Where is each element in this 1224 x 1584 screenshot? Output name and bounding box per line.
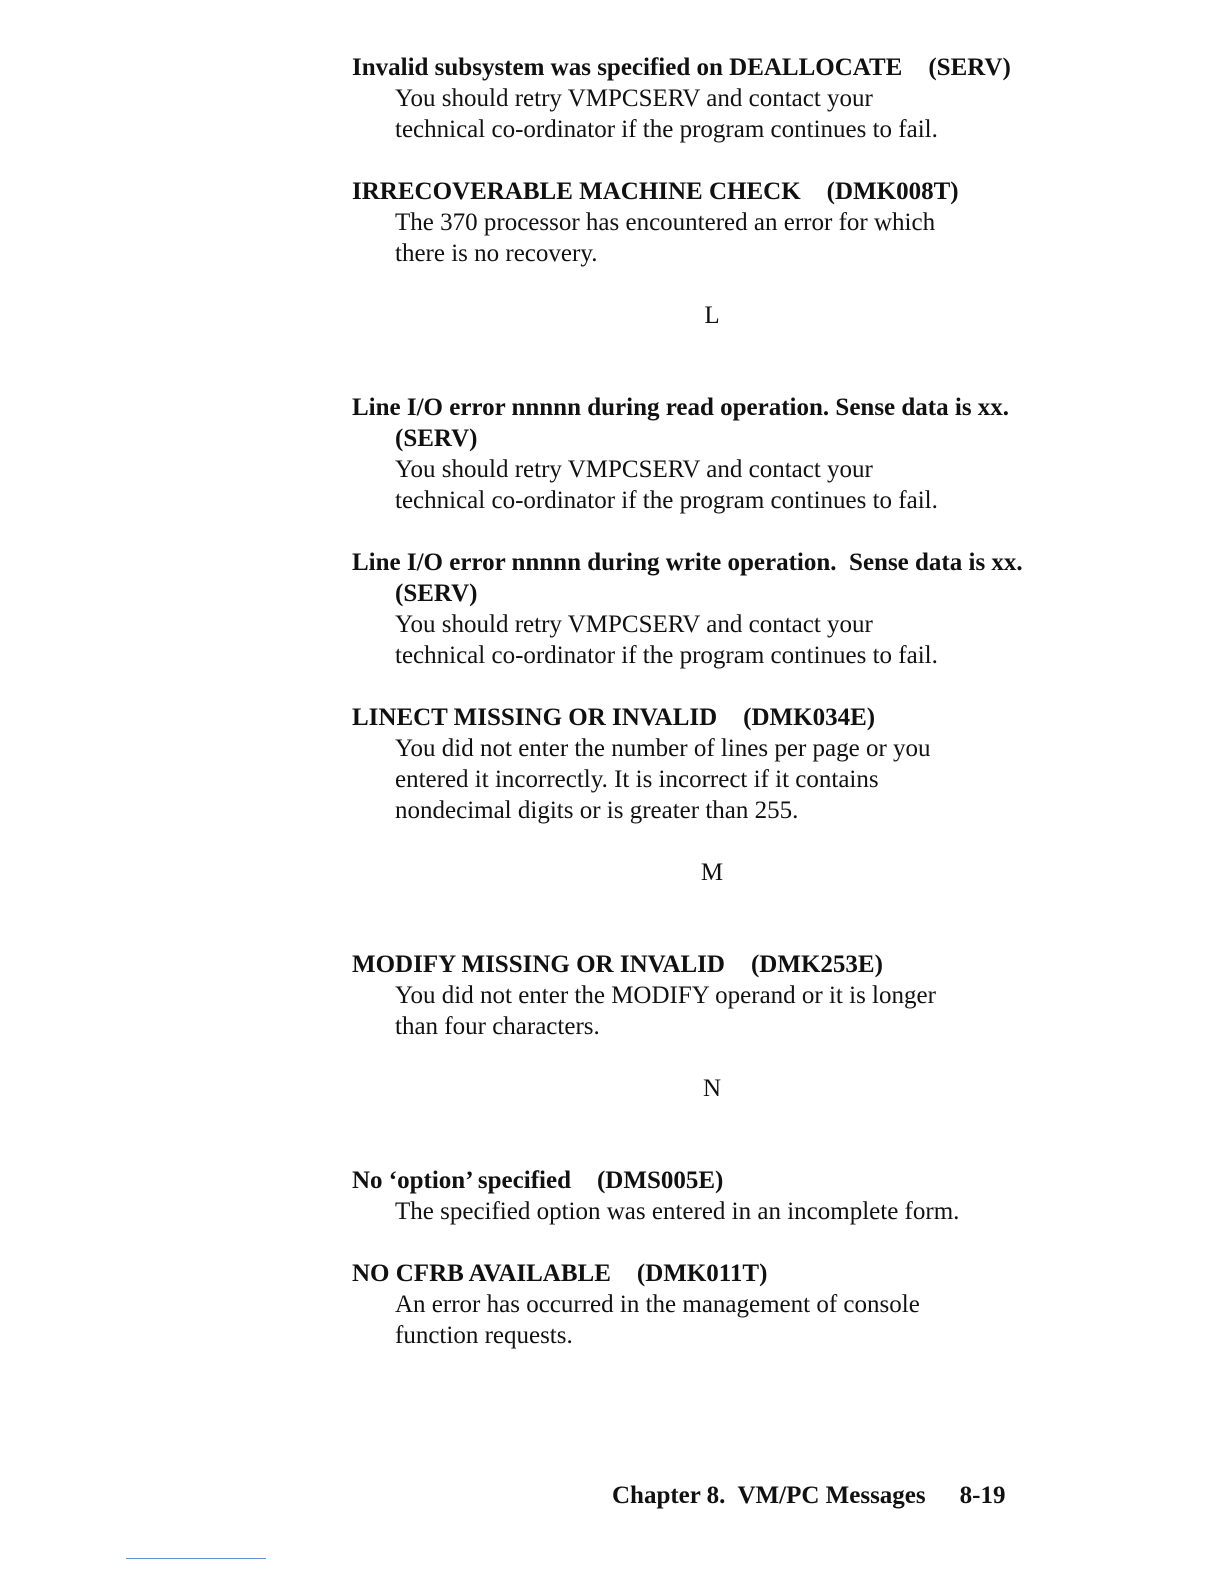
description-line: The 370 processor has encountered an error for which: [395, 209, 936, 236]
description-line: You should retry VMPCSERV and contact your: [395, 611, 873, 638]
page-footer: [612, 1480, 1005, 1511]
section-letter-n: N: [702, 1075, 722, 1102]
description-line: entered it incorrectly. It is incorrect if it contains: [395, 766, 879, 793]
message-entry: [352, 702, 1052, 826]
message-title: [352, 702, 1052, 733]
description-line: You did not enter the number of lines per page or you: [395, 735, 931, 762]
message-entry: [352, 547, 1052, 671]
message-code: (DMS005E): [596, 1167, 724, 1194]
message-title: [352, 52, 1052, 83]
message-description: [352, 207, 1052, 269]
section-letter-m: M: [700, 859, 724, 886]
message-code: (SERV): [395, 425, 478, 452]
description-line: function requests.: [395, 1322, 573, 1349]
description-line: nondecimal digits or is greater than 255.: [395, 797, 799, 824]
message-text: Line I/O error nnnnn during write operation. Sense data is xx.: [352, 549, 1023, 576]
message-entry: [352, 1258, 1052, 1351]
message-title: [352, 949, 1052, 980]
description-line: You should retry VMPCSERV and contact your: [395, 85, 873, 112]
message-text: MODIFY MISSING OR INVALID: [352, 951, 725, 978]
message-code: (DMK008T): [826, 178, 959, 205]
message-description: [352, 454, 1052, 516]
message-entry: [352, 392, 1052, 516]
message-code: (DMK253E): [750, 951, 883, 978]
message-description: [352, 1289, 1052, 1351]
message-code: (DMK034E): [743, 704, 876, 731]
message-title: [352, 176, 1052, 207]
message-description: [352, 980, 1052, 1042]
message-description: [352, 733, 1052, 826]
message-text: Line I/O error nnnnn during read operation. Sense data is xx.: [352, 394, 1010, 421]
message-code: (DMK011T): [636, 1260, 768, 1287]
description-line: You should retry VMPCSERV and contact your: [395, 456, 873, 483]
scan-edge-divider: [126, 1558, 266, 1559]
message-description: [352, 609, 1052, 671]
message-entry: [352, 1165, 1052, 1227]
message-title: [352, 1165, 1052, 1196]
message-description: [352, 1196, 1052, 1227]
message-title: [352, 547, 1052, 609]
message-entry: [352, 176, 1052, 269]
message-text: IRRECOVERABLE MACHINE CHECK: [352, 178, 801, 205]
message-description: [352, 83, 1052, 145]
description-line: The specified option was entered in an incomplete form.: [395, 1198, 960, 1225]
description-line: An error has occurred in the management of console: [395, 1291, 920, 1318]
description-line: technical co-ordinator if the program continues to fail.: [395, 642, 938, 669]
description-line: You did not enter the MODIFY operand or it is longer: [395, 982, 936, 1009]
message-text: NO CFRB AVAILABLE: [352, 1260, 611, 1287]
message-text: No ‘option’ specified: [352, 1167, 571, 1194]
message-entry: [352, 949, 1052, 1042]
message-text: Invalid subsystem was specified on DEALLOCATE: [352, 54, 903, 81]
message-entry: [352, 52, 1052, 145]
description-line: than four characters.: [395, 1013, 600, 1040]
section-letter-l: L: [704, 302, 720, 329]
message-code: (SERV): [395, 580, 478, 607]
message-text: LINECT MISSING OR INVALID: [352, 704, 718, 731]
message-list: [352, 52, 1052, 1351]
description-line: there is no recovery.: [395, 240, 598, 267]
message-title: [352, 392, 1052, 454]
description-line: technical co-ordinator if the program continues to fail.: [395, 116, 938, 143]
chapter-title: Chapter 8. VM/PC Messages: [612, 1482, 926, 1509]
description-line: technical co-ordinator if the program continues to fail.: [395, 487, 938, 514]
message-title: [352, 1258, 1052, 1289]
page-number: 8-19: [959, 1482, 1006, 1509]
message-code: (SERV): [928, 54, 1011, 81]
